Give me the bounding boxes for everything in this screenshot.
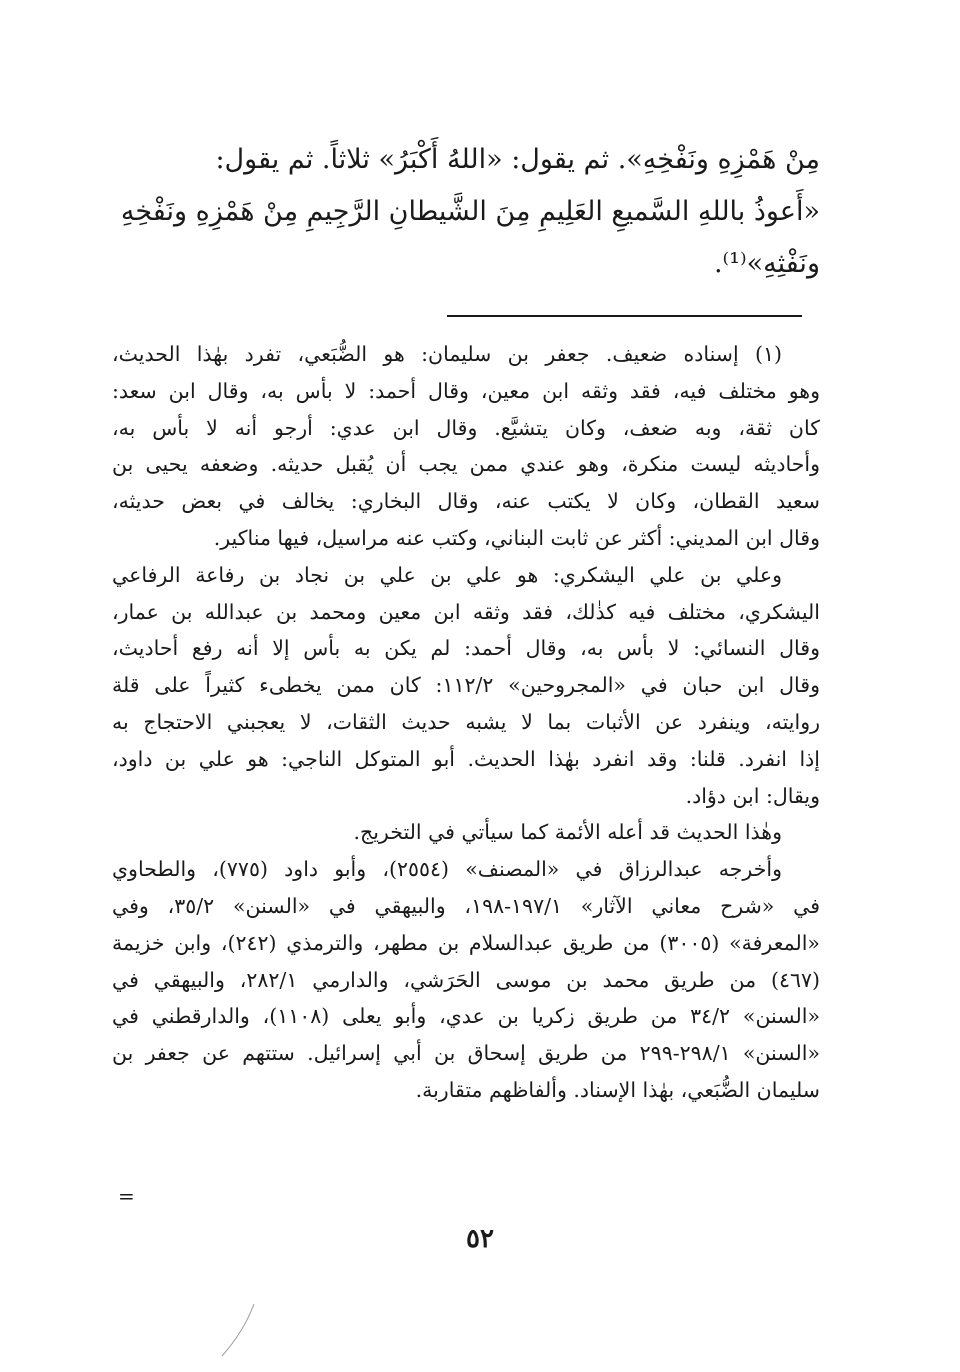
footnote-line: «السنن» ٢٩٨/١-٢٩٩ من طريق إسحاق بن أبي إسرائيل. ستتهم عن جعفر بن xyxy=(112,1041,820,1066)
footnote-line: وهٰذا الحديث قد أعله الأئمة كما سيأتي في التخريج. xyxy=(353,820,782,845)
continuation-mark: = xyxy=(118,1184,135,1208)
footnote-line: وأحاديثه ليست منكرة، وهو عندي ممن يجب أن يُقبل حديثه. وضعفه يحيى بن xyxy=(112,452,820,477)
footnote-line: وقال النسائي: لا بأس به، وقال أحمد: لم يكن به بأس إلا أنه رفع أحاديث، xyxy=(112,636,820,661)
footnote-line: سعيد القطان، وكان لا يكتب عنه، وقال البخاري: يخالف في بعض حديثه، xyxy=(112,489,820,514)
stray-pen-mark xyxy=(218,1300,258,1360)
page-number: ٥٢ xyxy=(466,1224,494,1254)
footnote-line: في «شرح معاني الآثار» ١٩٧/١-١٩٨، والبيهقي في «السنن» ٣٥/٢، وفي xyxy=(112,893,821,918)
footnote-line: اليشكري، مختلف فيه كذٰلك، فقد وثقه ابن معين ومحمد بن عبدالله بن عمار، xyxy=(112,599,820,624)
footnote-line: وقال ابن حبان في «المجروحين» ١١٢/٢: كان ممن يخطىء كثيراً على قلة xyxy=(112,673,820,698)
main-text-line: «أَعوذُ باللهِ السَّميعِ العَلِيمِ مِنَ الشَّيطانِ الرَّجِيمِ مِنْ هَمْزِهِ ونَفْخِهِ xyxy=(120,196,820,227)
footnote-line: وعلي بن علي اليشكري: هو علي بن علي بن نجاد بن رفاعة الرفاعي xyxy=(112,562,782,587)
footnote-line: وأخرجه عبدالرزاق في «المصنف» (٢٥٥٤)، وأبو داود (٧٧٥)، والطحاوي xyxy=(112,857,783,882)
footnote-line: وهو مختلف فيه، فقد وثقه ابن معين، وقال أحمد: لا بأس به، وقال ابن سعد: xyxy=(112,378,820,403)
footnote-line: كان ثقة، وبه ضعف، وكان يتشيَّع. وقال ابن عدي: أرجو أنه لا بأس به، xyxy=(112,415,820,440)
footnote-line: إذا انفرد. قلنا: وقد انفرد بهٰذا الحديث. أبو المتوكل الناجي: هو علي بن داود، xyxy=(112,746,820,771)
footnote-separator xyxy=(447,315,802,317)
footnote-line: سليمان الضُّبَعي، بهٰذا الإسناد. وألفاظهم متقاربة. xyxy=(415,1077,820,1102)
footnote-line: ويقال: ابن دؤاد. xyxy=(685,783,820,808)
footnote-line: (١) إسناده ضعيف. جعفر بن سليمان: هو الضُّبَعي، تفرد بهٰذا الحديث، xyxy=(112,342,782,366)
footnote-line: (٤٦٧) من طريق محمد بن موسى الحَرَشي، والدارمي ٢٨٢/١، والبيهقي في xyxy=(112,967,820,992)
footnote-line: «المعرفة» (٣٠٠٥) من طريق عبدالسلام بن مطهر، والترمذي (٢٤٢)، وابن خزيمة xyxy=(112,930,820,955)
footnote-line: وقال ابن المديني: أكثر عن ثابت البناني، وكتب عنه مراسيل، فيها مناكير. xyxy=(213,525,820,550)
main-text-line: مِنْ هَمْزِهِ ونَفْخِهِ». ثم يقول: «اللهُ أَكْبَرُ» ثلاثاً. ثم يقول: xyxy=(215,144,820,175)
main-text-line: ونَفْثِهِ»⁽¹⁾. xyxy=(713,248,820,279)
footnote-line: «السنن» ٣٤/٢ من طريق زكريا بن عدي، وأبو يعلى (١١٠٨)، والدارقطني في xyxy=(112,1004,821,1029)
footnotes-block xyxy=(112,336,820,1109)
footnote-line: روايته، وينفرد عن الأثبات بما لا يشبه حديث الثقات، لا يعجبني الاحتجاج به xyxy=(112,709,820,734)
main-text-block xyxy=(112,134,820,290)
